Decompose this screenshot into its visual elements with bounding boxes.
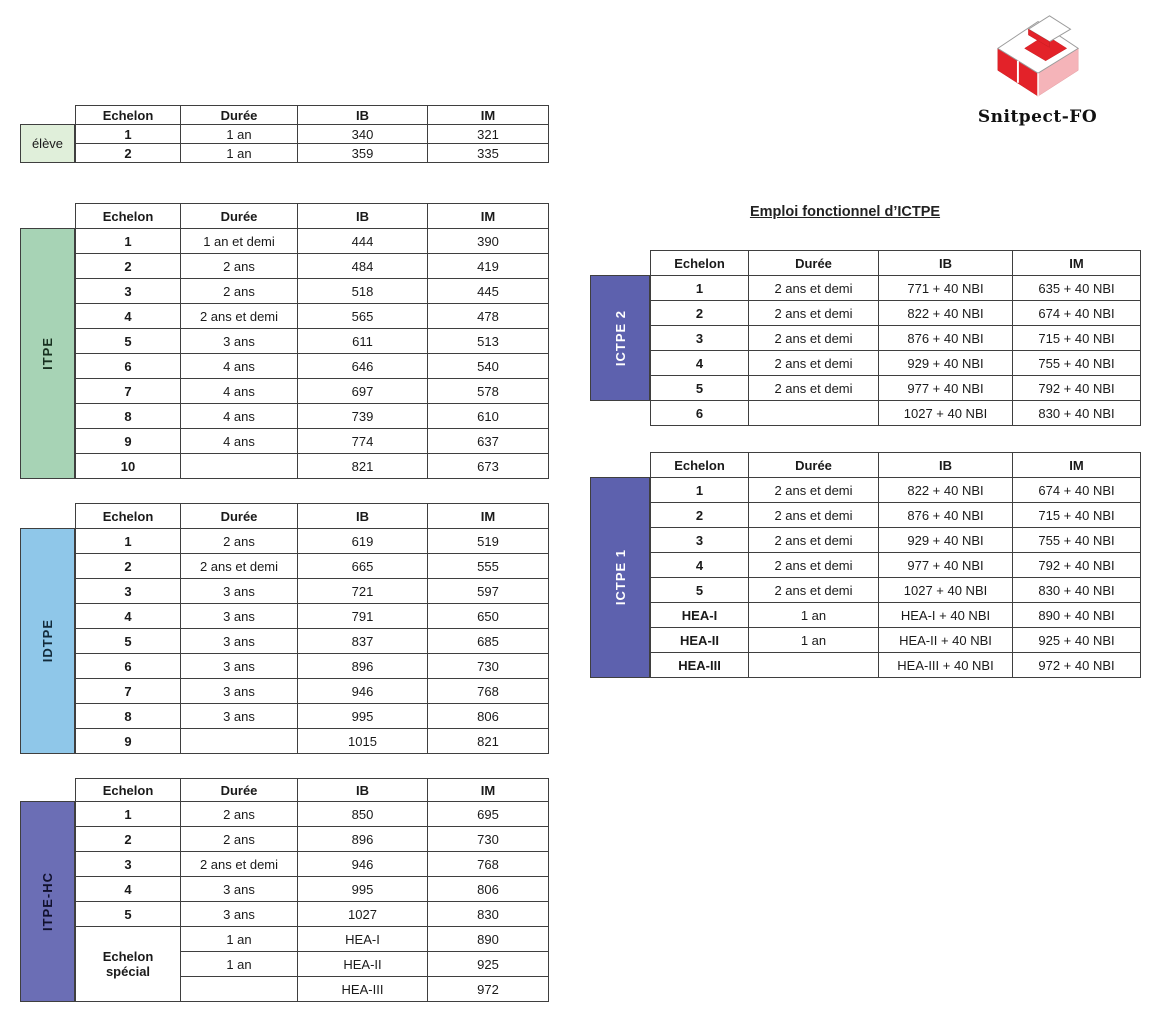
table-cell: 1 an: [181, 927, 298, 952]
group-label-ictpe1: [590, 477, 650, 678]
table-block-eleve: [20, 105, 549, 163]
column-header: IM: [428, 504, 549, 529]
table-row: [76, 254, 549, 279]
table-row: [651, 326, 1141, 351]
table-cell: 4: [651, 553, 749, 578]
table-cell: 977 + 40 NBI: [879, 553, 1013, 578]
table-cell: 3 ans: [181, 679, 298, 704]
table-cell: 5: [651, 578, 749, 603]
table-cell: 513: [428, 329, 549, 354]
table-row: [651, 478, 1141, 503]
table-row: [651, 376, 1141, 401]
group-label-text: ICTPE 2: [612, 309, 628, 367]
table-cell: HEA-II + 40 NBI: [879, 628, 1013, 653]
table-cell: 806: [428, 704, 549, 729]
table-cell: 876 + 40 NBI: [879, 503, 1013, 528]
table-cell: HEA-I: [298, 927, 428, 952]
grade-table-ictpe2: [650, 250, 1141, 426]
grade-table-itpe: [75, 203, 549, 479]
table-cell: HEA-III: [651, 653, 749, 678]
table-block-ictpe1: [590, 452, 1141, 678]
table-row: [76, 802, 549, 827]
table-cell: 674 + 40 NBI: [1013, 478, 1141, 503]
table-cell: 2: [651, 301, 749, 326]
table-block-ictpe2: [590, 250, 1141, 426]
column-header: IB: [298, 106, 428, 125]
table-row: [76, 827, 549, 852]
group-label-idtpe: [20, 528, 75, 754]
table-cell: 1: [76, 529, 181, 554]
column-header: Durée: [181, 504, 298, 529]
table-row: [651, 503, 1141, 528]
table-cell: 1 an: [749, 628, 879, 653]
table-cell: 1 an: [181, 952, 298, 977]
brand-name: Snitpect-FO: [977, 107, 1098, 127]
column-header: Echelon: [651, 251, 749, 276]
table-cell: 540: [428, 354, 549, 379]
table-row: [76, 304, 549, 329]
grade-table-idtpe: [75, 503, 549, 754]
table-cell: 2 ans: [181, 254, 298, 279]
table-cell: 929 + 40 NBI: [879, 528, 1013, 553]
group-label-text: élève: [31, 136, 64, 151]
column-header: IM: [1013, 453, 1141, 478]
table-cell: 5: [651, 376, 749, 401]
grade-table-ictpe1: [650, 452, 1141, 678]
table-cell: 1 an: [181, 125, 298, 144]
table-cell: 5: [76, 902, 181, 927]
table-cell: 6: [76, 354, 181, 379]
table-cell: 635 + 40 NBI: [1013, 276, 1141, 301]
table-block-itpe: [20, 203, 549, 479]
table-cell: 3 ans: [181, 704, 298, 729]
table-cell: 697: [298, 379, 428, 404]
table-row: [76, 404, 549, 429]
table-cell: HEA-I + 40 NBI: [879, 603, 1013, 628]
table-cell: 850: [298, 802, 428, 827]
table-cell: 1027 + 40 NBI: [879, 401, 1013, 426]
table-cell: 830 + 40 NBI: [1013, 401, 1141, 426]
group-label-text: IDTPE: [40, 619, 55, 663]
column-header: IM: [428, 779, 549, 802]
column-header: Echelon: [76, 504, 181, 529]
table-cell: 1: [651, 478, 749, 503]
table-cell: 821: [298, 454, 428, 479]
table-row: [651, 276, 1141, 301]
table-cell: 4: [76, 304, 181, 329]
table-cell: 977 + 40 NBI: [879, 376, 1013, 401]
table-cell: 4 ans: [181, 379, 298, 404]
table-cell: 755 + 40 NBI: [1013, 528, 1141, 553]
table-cell: 5: [76, 629, 181, 654]
table-row: [651, 553, 1141, 578]
column-header: Echelon: [651, 453, 749, 478]
table-cell: 715 + 40 NBI: [1013, 326, 1141, 351]
column-header: IB: [298, 779, 428, 802]
table-cell: [749, 653, 879, 678]
section-title: Emploi fonctionnel d’ICTPE: [749, 204, 941, 220]
table-cell: 518: [298, 279, 428, 304]
table-cell: 929 + 40 NBI: [879, 351, 1013, 376]
table-cell: 555: [428, 554, 549, 579]
table-cell: 3 ans: [181, 629, 298, 654]
table-cell: HEA-II: [651, 628, 749, 653]
table-cell: 2 ans et demi: [749, 351, 879, 376]
table-cell: 4: [76, 604, 181, 629]
table-row: [76, 329, 549, 354]
table-cell: 2 ans et demi: [749, 301, 879, 326]
table-cell: 3 ans: [181, 877, 298, 902]
table-cell: 3 ans: [181, 329, 298, 354]
table-cell: HEA-III + 40 NBI: [879, 653, 1013, 678]
table-cell: 1 an et demi: [181, 229, 298, 254]
table-cell: 10: [76, 454, 181, 479]
table-cell: 673: [428, 454, 549, 479]
table-cell: HEA-II: [298, 952, 428, 977]
table-row: [651, 351, 1141, 376]
table-cell: [181, 729, 298, 754]
column-header: IM: [428, 106, 549, 125]
table-cell: 972: [428, 977, 549, 1002]
table-cell: 792 + 40 NBI: [1013, 376, 1141, 401]
table-cell: 2: [76, 254, 181, 279]
table-cell: 8: [76, 704, 181, 729]
table-cell: 1015: [298, 729, 428, 754]
table-cell: [181, 454, 298, 479]
group-label-text: ITPE-HC: [40, 872, 55, 931]
table-cell: 335: [428, 144, 549, 163]
table-cell: 390: [428, 229, 549, 254]
column-header: Echelon: [76, 106, 181, 125]
table-cell: 7: [76, 379, 181, 404]
table-cell: 1: [76, 125, 181, 144]
table-row: [651, 653, 1141, 678]
brand-logo: [975, 12, 1100, 127]
table-cell: 2 ans et demi: [181, 852, 298, 877]
table-cell: 4: [651, 351, 749, 376]
column-header: Durée: [749, 251, 879, 276]
table-cell: 610: [428, 404, 549, 429]
table-cell: [181, 977, 298, 1002]
table-cell: 768: [428, 679, 549, 704]
table-cell: 890: [428, 927, 549, 952]
table-cell: 890 + 40 NBI: [1013, 603, 1141, 628]
table-row: [76, 279, 549, 304]
table-cell: Echelon spécial: [76, 927, 181, 1002]
table-cell: 806: [428, 877, 549, 902]
table-cell: 637: [428, 429, 549, 454]
table-cell: 2 ans et demi: [749, 503, 879, 528]
table-cell: 1: [76, 229, 181, 254]
column-header: Durée: [181, 204, 298, 229]
table-cell: HEA-I: [651, 603, 749, 628]
table-cell: 791: [298, 604, 428, 629]
table-cell: 695: [428, 802, 549, 827]
table-cell: 821: [428, 729, 549, 754]
table-cell: 419: [428, 254, 549, 279]
table-row: [76, 902, 549, 927]
table-cell: 3 ans: [181, 654, 298, 679]
table-cell: 565: [298, 304, 428, 329]
table-row: [76, 379, 549, 404]
table-cell: 721: [298, 579, 428, 604]
table-cell: 3 ans: [181, 902, 298, 927]
table-cell: 6: [651, 401, 749, 426]
table-row: [651, 528, 1141, 553]
table-row: [76, 144, 549, 163]
group-label-itpe: [20, 228, 75, 479]
table-cell: 4: [76, 877, 181, 902]
table-cell: 792 + 40 NBI: [1013, 553, 1141, 578]
column-header: Durée: [749, 453, 879, 478]
table-row: [76, 579, 549, 604]
table-cell: 3: [651, 326, 749, 351]
column-header: IM: [1013, 251, 1141, 276]
group-label-text: ITPE: [40, 337, 55, 370]
column-header: Echelon: [76, 779, 181, 802]
table-row: [76, 852, 549, 877]
group-label-ictpe2: [590, 275, 650, 401]
group-label-eleve: [20, 124, 75, 163]
table-cell: 2: [76, 144, 181, 163]
table-cell: 739: [298, 404, 428, 429]
grade-table-eleve: [75, 105, 549, 163]
table-cell: 715 + 40 NBI: [1013, 503, 1141, 528]
table-row: [76, 704, 549, 729]
table-cell: 519: [428, 529, 549, 554]
table-cell: 2 ans et demi: [181, 554, 298, 579]
table-cell: 3: [76, 852, 181, 877]
table-cell: 4 ans: [181, 404, 298, 429]
table-row: [76, 877, 549, 902]
table-cell: 665: [298, 554, 428, 579]
table-cell: 755 + 40 NBI: [1013, 351, 1141, 376]
table-cell: 674 + 40 NBI: [1013, 301, 1141, 326]
table-cell: HEA-III: [298, 977, 428, 1002]
table-cell: 2: [651, 503, 749, 528]
column-header: IB: [298, 504, 428, 529]
group-label-text: ICTPE 1: [612, 549, 628, 606]
table-row: [76, 454, 549, 479]
table-cell: 837: [298, 629, 428, 654]
table-row: [76, 229, 549, 254]
table-row: [76, 125, 549, 144]
column-header: IB: [298, 204, 428, 229]
table-cell: 822 + 40 NBI: [879, 301, 1013, 326]
table-row: [76, 554, 549, 579]
table-row: [76, 629, 549, 654]
table-cell: 7: [76, 679, 181, 704]
table-cell: 5: [76, 329, 181, 354]
table-row: [76, 679, 549, 704]
table-block-itpe-hc: [20, 778, 549, 1002]
table-cell: 830: [428, 902, 549, 927]
table-row: [76, 354, 549, 379]
table-cell: 2: [76, 827, 181, 852]
table-cell: 321: [428, 125, 549, 144]
table-cell: 9: [76, 429, 181, 454]
table-cell: 1: [76, 802, 181, 827]
table-cell: 9: [76, 729, 181, 754]
cube-logo-icon: [990, 12, 1086, 100]
table-cell: 1 an: [749, 603, 879, 628]
group-label-itpehc: [20, 801, 75, 1002]
table-cell: 4 ans: [181, 429, 298, 454]
table-cell: 2 ans et demi: [749, 528, 879, 553]
table-cell: 3 ans: [181, 579, 298, 604]
table-cell: 2 ans et demi: [749, 276, 879, 301]
table-row: [651, 301, 1141, 326]
column-header: Durée: [181, 106, 298, 125]
table-cell: 597: [428, 579, 549, 604]
table-cell: 578: [428, 379, 549, 404]
table-row: [76, 654, 549, 679]
table-row: [76, 604, 549, 629]
table-row: [651, 603, 1141, 628]
table-cell: 925 + 40 NBI: [1013, 628, 1141, 653]
table-cell: 925: [428, 952, 549, 977]
table-cell: 3: [76, 279, 181, 304]
table-cell: 2 ans: [181, 827, 298, 852]
table-cell: 1027 + 40 NBI: [879, 578, 1013, 603]
table-cell: 876 + 40 NBI: [879, 326, 1013, 351]
table-cell: 946: [298, 679, 428, 704]
table-cell: 946: [298, 852, 428, 877]
table-cell: 768: [428, 852, 549, 877]
column-header: Echelon: [76, 204, 181, 229]
table-cell: 484: [298, 254, 428, 279]
table-cell: 2 ans: [181, 529, 298, 554]
column-header: IB: [879, 251, 1013, 276]
table-cell: 1027: [298, 902, 428, 927]
table-cell: 650: [428, 604, 549, 629]
table-cell: 730: [428, 654, 549, 679]
table-cell: 822 + 40 NBI: [879, 478, 1013, 503]
table-cell: 445: [428, 279, 549, 304]
table-row: [651, 401, 1141, 426]
table-cell: 2 ans: [181, 279, 298, 304]
table-cell: 774: [298, 429, 428, 454]
table-cell: 685: [428, 629, 549, 654]
table-cell: 359: [298, 144, 428, 163]
grade-table-itpehc: [75, 778, 549, 1002]
table-cell: 619: [298, 529, 428, 554]
table-cell: 730: [428, 827, 549, 852]
table-row: [651, 578, 1141, 603]
column-header: IB: [879, 453, 1013, 478]
table-block-idtpe: [20, 503, 549, 754]
table-cell: 2 ans et demi: [749, 578, 879, 603]
table-cell: 1: [651, 276, 749, 301]
table-cell: 2 ans: [181, 802, 298, 827]
table-cell: 2: [76, 554, 181, 579]
table-cell: 771 + 40 NBI: [879, 276, 1013, 301]
table-cell: 2 ans et demi: [749, 478, 879, 503]
table-cell: 478: [428, 304, 549, 329]
table-cell: 972 + 40 NBI: [1013, 653, 1141, 678]
table-cell: 444: [298, 229, 428, 254]
table-cell: 3: [651, 528, 749, 553]
table-cell: 995: [298, 704, 428, 729]
table-cell: 340: [298, 125, 428, 144]
table-cell: 2 ans et demi: [181, 304, 298, 329]
table-row: [76, 729, 549, 754]
table-cell: 1 an: [181, 144, 298, 163]
table-cell: [749, 401, 879, 426]
table-cell: 3 ans: [181, 604, 298, 629]
column-header: IM: [428, 204, 549, 229]
table-cell: 2 ans et demi: [749, 376, 879, 401]
table-cell: 2 ans et demi: [749, 326, 879, 351]
table-row: [651, 628, 1141, 653]
table-row: [76, 927, 549, 952]
table-cell: 611: [298, 329, 428, 354]
table-cell: 646: [298, 354, 428, 379]
table-cell: 3: [76, 579, 181, 604]
table-row: [76, 429, 549, 454]
table-cell: 830 + 40 NBI: [1013, 578, 1141, 603]
column-header: Durée: [181, 779, 298, 802]
table-cell: 8: [76, 404, 181, 429]
table-cell: 2 ans et demi: [749, 553, 879, 578]
table-row: [76, 529, 549, 554]
table-cell: 896: [298, 827, 428, 852]
table-cell: 896: [298, 654, 428, 679]
table-cell: 4 ans: [181, 354, 298, 379]
table-cell: 6: [76, 654, 181, 679]
table-cell: 995: [298, 877, 428, 902]
